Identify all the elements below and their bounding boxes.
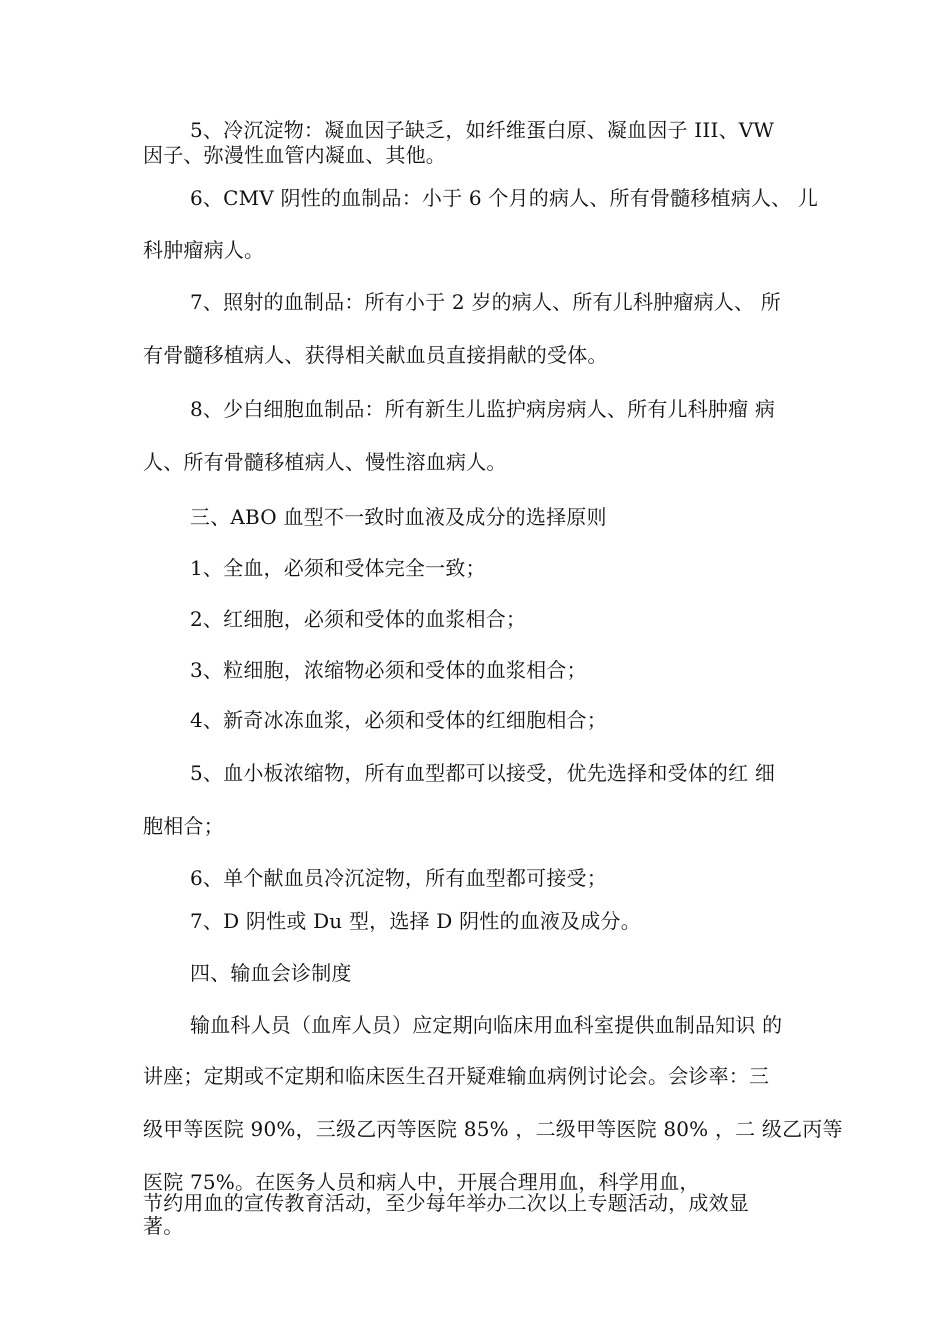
- paragraph-line: 科肿瘤病人。: [143, 238, 265, 262]
- paragraph-line: 5、冷沉淀物：凝血因子缺乏，如纤维蛋白原、凝血因子 III、VW: [190, 118, 775, 142]
- list-item: 3、粒细胞，浓缩物必须和受体的血浆相合；: [190, 658, 587, 682]
- section-heading: 四、输血会诊制度: [190, 961, 352, 985]
- list-item: 4、新奇冰冻血浆，必须和受体的红细胞相合；: [190, 708, 607, 732]
- section-heading: 三、ABO 血型不一致时血液及成分的选择原则: [190, 505, 607, 529]
- paragraph-line: 有骨髓移植病人、获得相关献血员直接捐献的受体。: [143, 343, 608, 367]
- list-item-continuation: 胞相合；: [143, 814, 224, 838]
- paragraph-line: 医院 75%。在医务人员和病人中，开展合理用血，科学用血，: [143, 1170, 700, 1194]
- list-item: 6、单个献血员冷沉淀物，所有血型都可接受；: [190, 866, 607, 890]
- list-item: 7、D 阴性或 Du 型，选择 D 阴性的血液及成分。: [190, 909, 641, 933]
- paragraph-line: 级甲等医院 90%，三级乙丙等医院 85% ，二级甲等医院 80% ，二 级乙丙等: [143, 1117, 843, 1141]
- list-item: 1、全血，必须和受体完全一致；: [190, 556, 486, 580]
- list-item: 5、血小板浓缩物，所有血型都可以接受，优先选择和受体的红 细: [190, 761, 776, 785]
- list-item: 2、红细胞，必须和受体的血浆相合；: [190, 607, 527, 631]
- paragraph-line: 节约用血的宣传教育活动，至少每年举办二次以上专题活动，成效显: [143, 1191, 749, 1215]
- paragraph-line: 讲座；定期或不定期和临床医生召开疑难输血病例讨论会。会诊率：三: [143, 1064, 770, 1088]
- paragraph-line: 8、少白细胞血制品：所有新生儿监护病房病人、所有儿科肿瘤 病: [190, 397, 776, 421]
- paragraph-line: 人、所有骨髓移植病人、慢性溶血病人。: [143, 450, 507, 474]
- paragraph-line: 6、CMV 阴性的血制品：小于 6 个月的病人、所有骨髓移植病人、 儿: [190, 186, 819, 210]
- paragraph-line: 因子、弥漫性血管内凝血、其他。: [143, 143, 446, 167]
- paragraph-line: 7、照射的血制品：所有小于 2 岁的病人、所有儿科肿瘤病人、 所: [190, 290, 781, 314]
- paragraph-line: 著。: [143, 1214, 184, 1238]
- paragraph-line: 输血科人员（血库人员）应定期向临床用血科室提供血制品知识 的: [190, 1013, 783, 1037]
